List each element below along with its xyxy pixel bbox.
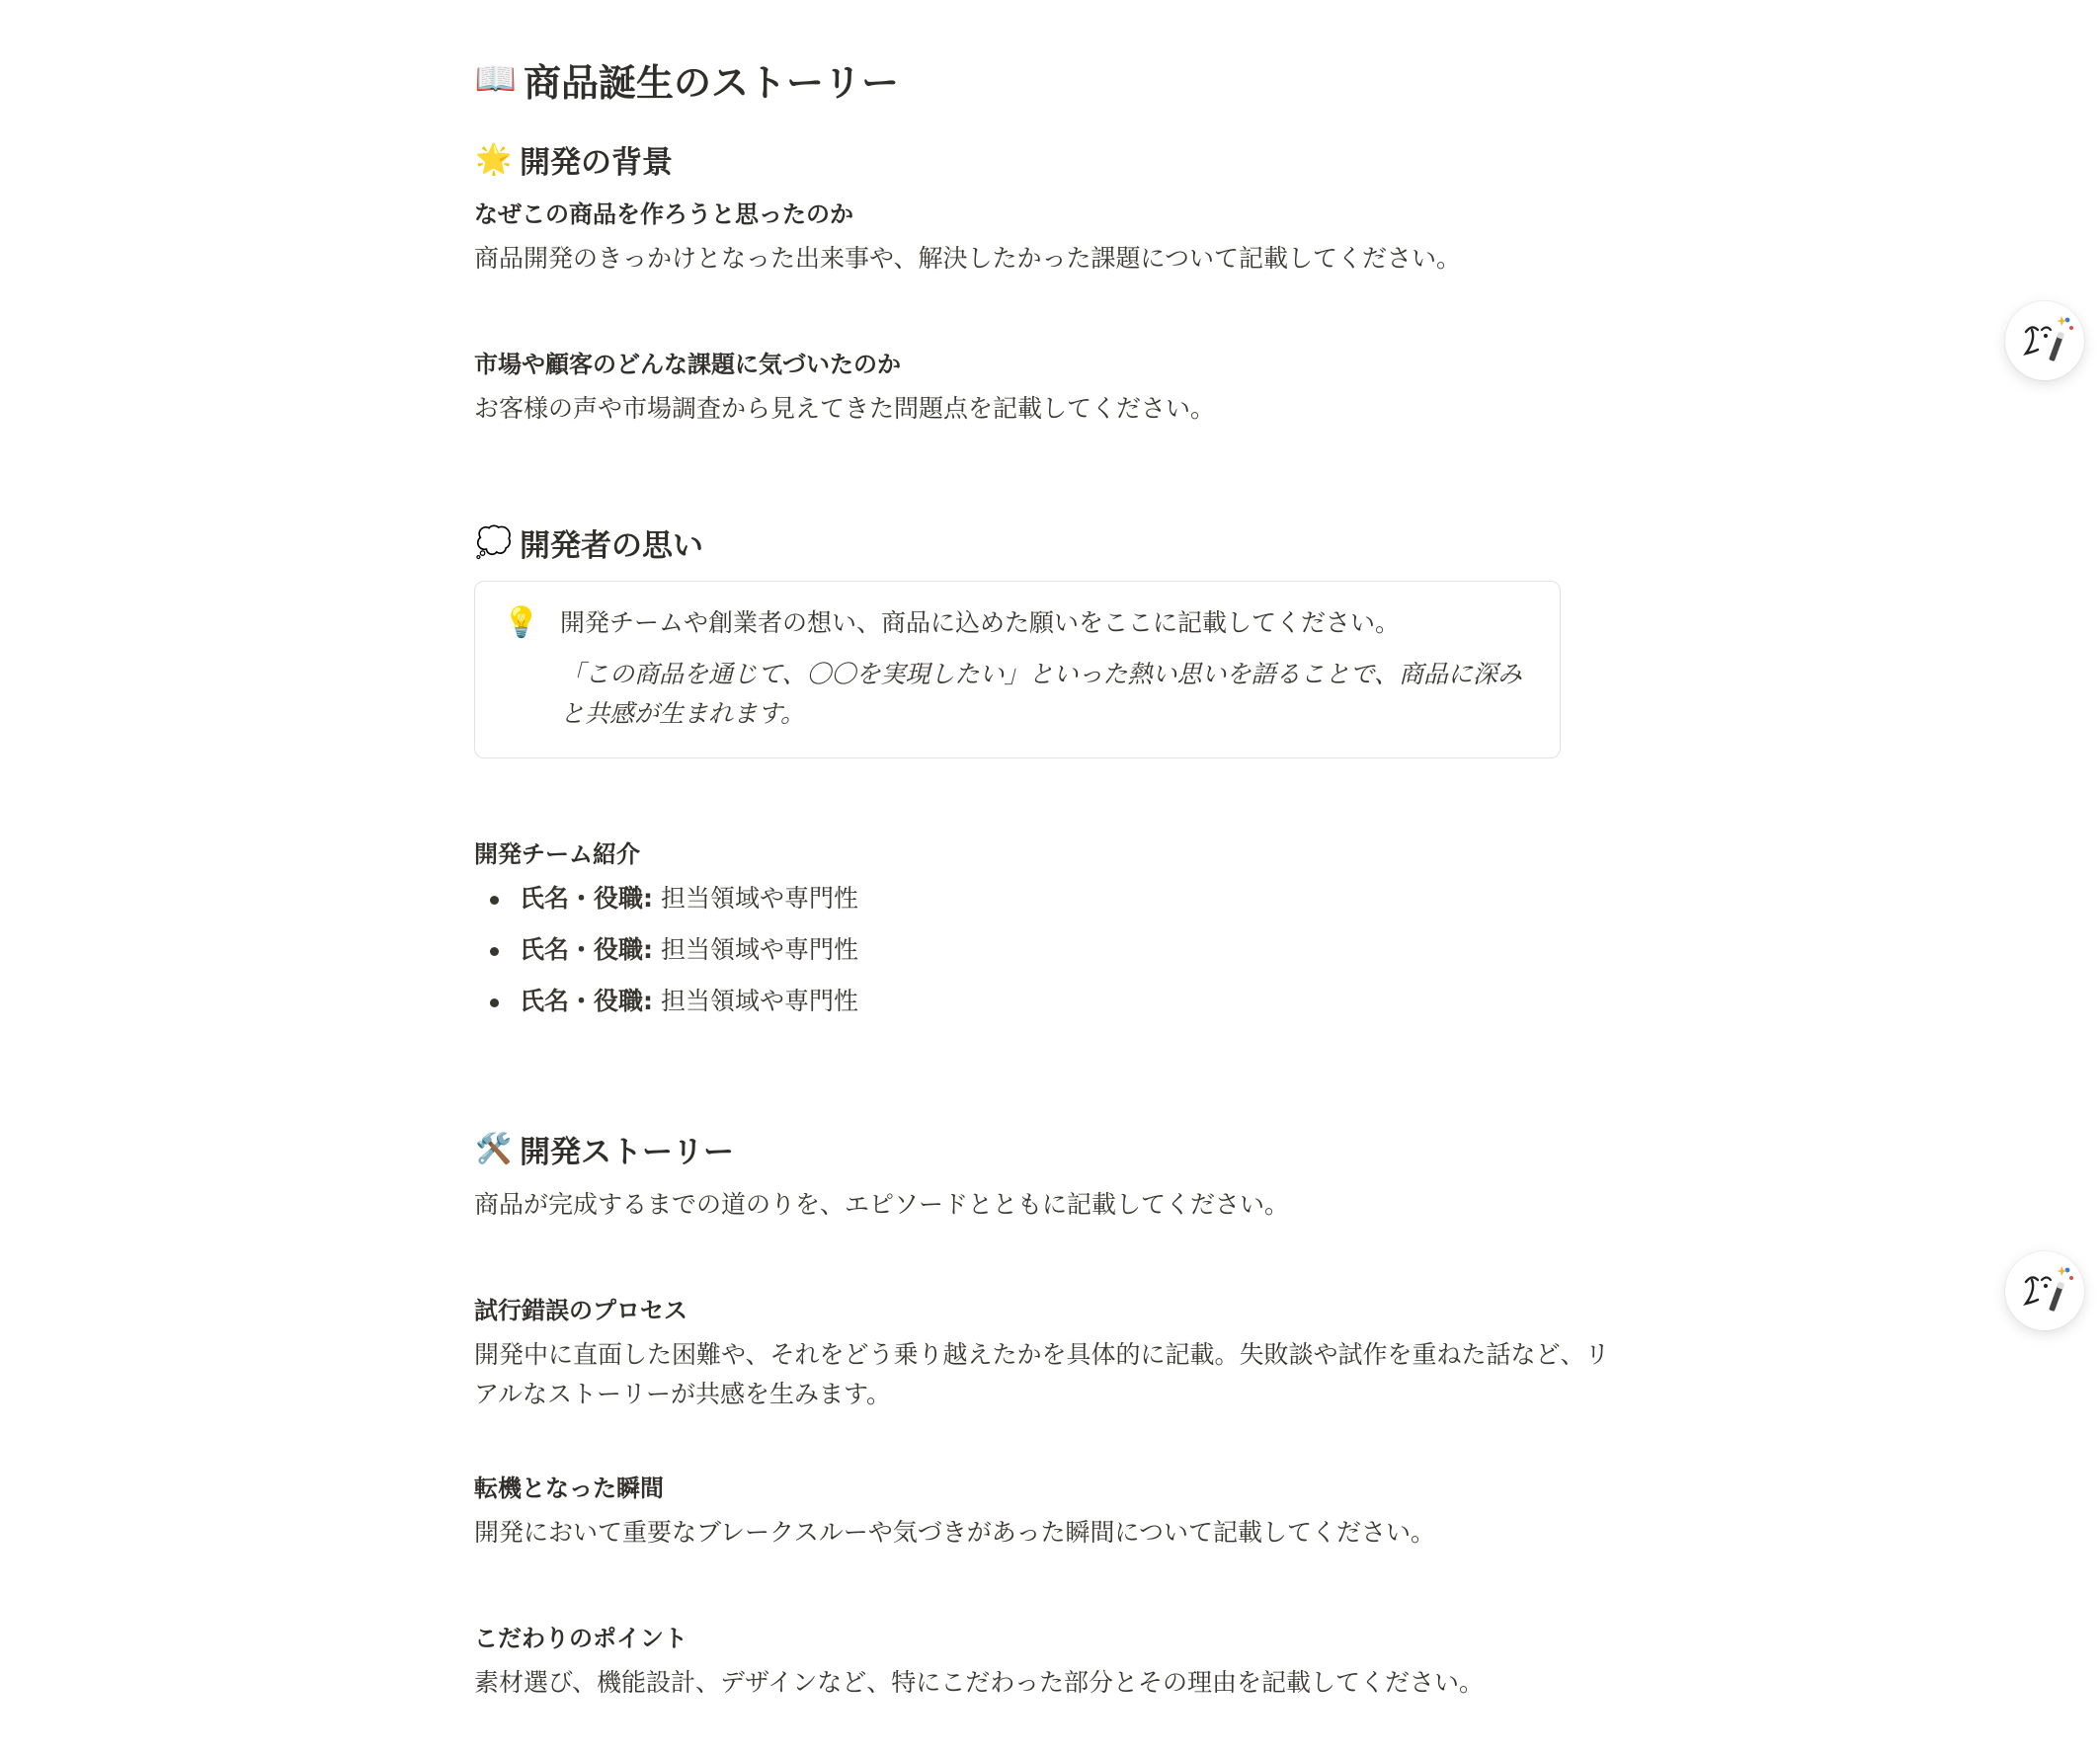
callout-box[interactable] (474, 581, 1561, 758)
document-page (474, 40, 1620, 1714)
ai-assistant-face-wand-icon (2012, 1258, 2077, 1323)
text-key-points[interactable]: 素材選び、機能設計、デザインなど、特にこだわった部分とその理由を記載してください。 (474, 1668, 1485, 1697)
hammer-wrench-icon: 🛠️ (475, 1131, 513, 1166)
heading-dev-story-text: 開発ストーリー (520, 1134, 734, 1170)
heading-key-points[interactable]: こだわりのポイント (474, 1624, 687, 1652)
member-detail: 担当領域や専門性 (653, 987, 858, 1015)
list-item[interactable] (474, 873, 1620, 924)
lightbulb-icon[interactable]: 💡 (503, 605, 540, 640)
heading-dev-story[interactable] (474, 1118, 1620, 1179)
book-icon[interactable]: 📖 (474, 59, 518, 99)
team-member-list (474, 873, 1620, 1027)
heading-background-text: 開発の背景 (520, 144, 673, 181)
ai-assistant-button[interactable] (2005, 301, 2084, 380)
heading-developer-thoughts-text: 開発者の思い (520, 527, 703, 564)
member-label: 氏名・役職: (520, 935, 653, 964)
list-item[interactable] (474, 924, 1620, 976)
thought-bubble-icon: 💭 (475, 524, 513, 560)
callout-text[interactable]: 開発チームや創業者の想い、商品に込めた願いをここに記載してください。 (560, 608, 1401, 637)
member-detail: 担当領域や専門性 (653, 935, 858, 964)
heading-market-issue[interactable]: 市場や顧客のどんな課題に気づいたのか (474, 350, 901, 378)
heading-why-product[interactable]: なぜこの商品を作ろうと思ったのか (474, 199, 853, 228)
text-turning-point[interactable]: 開発において重要なブレークスルーや気づきがあった瞬間について記載してください。 (474, 1518, 1436, 1547)
member-detail: 担当領域や専門性 (653, 884, 858, 913)
heading-background[interactable] (474, 128, 1620, 190)
text-market-issue[interactable]: お客様の声や市場調査から見えてきた問題点を記載してください。 (474, 394, 1216, 423)
ai-assistant-face-wand-icon (2012, 308, 2077, 373)
heading-trial-error[interactable]: 試行錯誤のプロセス (474, 1296, 687, 1324)
list-item[interactable] (474, 976, 1620, 1027)
text-dev-story-intro[interactable]: 商品が完成するまでの道のりを、エピソードとともに記載してください。 (474, 1190, 1290, 1219)
ai-assistant-button[interactable] (2005, 1251, 2084, 1330)
text-trial-error[interactable]: 開発中に直面した困難や、それをどう乗り越えたかを具体的に記載。失敗談や試作を重ねた話など、リアルなストーリーが共感を生みます。 (474, 1340, 1610, 1408)
heading-turning-point[interactable]: 転機となった瞬間 (474, 1474, 664, 1502)
callout-italic-text[interactable]: 「この商品を通じて、〇〇を実現したい」といった熱い思いを語ることで、商品に深みと共感が生まれます。 (560, 660, 1523, 728)
page-title[interactable] (474, 40, 1620, 119)
member-label: 氏名・役職: (520, 884, 653, 913)
member-label: 氏名・役職: (520, 987, 653, 1015)
text-why-product[interactable]: 商品開発のきっかけとなった出来事や、解決したかった課題について記載してください。 (474, 244, 1462, 273)
heading-developer-thoughts[interactable] (474, 512, 1620, 573)
page-title-text: 商品誕生のストーリー (524, 60, 900, 105)
heading-team-intro[interactable]: 開発チーム紹介 (474, 839, 640, 868)
star-icon: 🌟 (475, 141, 513, 177)
